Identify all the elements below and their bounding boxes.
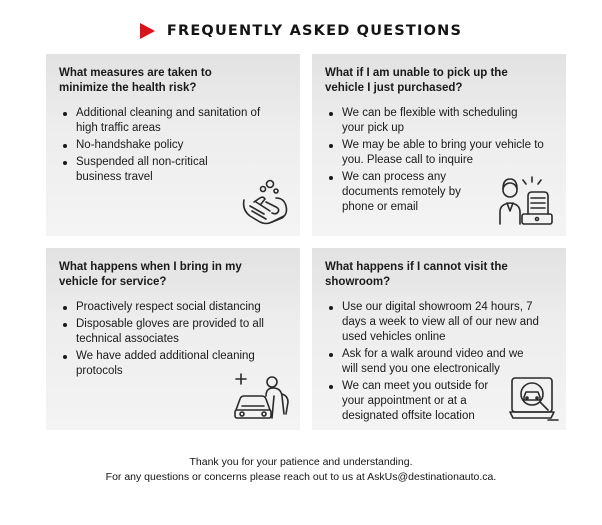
customer-service-icon bbox=[498, 172, 554, 228]
faq-answer: No-handshake policy bbox=[76, 138, 288, 153]
handwashing-icon bbox=[240, 178, 292, 228]
car-cleaning-icon bbox=[232, 372, 294, 422]
faq-answer: We can meet you outside for your appointment or at a designated offsite location bbox=[342, 379, 502, 424]
page-title: FREQUENTLY ASKED QUESTIONS bbox=[166, 23, 463, 39]
footer-thanks: Thank you for your patience and understanding. bbox=[189, 456, 413, 468]
faq-question: What if I am unable to pick up the vehicle I just purchased? bbox=[325, 67, 508, 94]
page-header bbox=[0, 20, 602, 42]
faq-answer: We have added additional cleaning protocols bbox=[76, 349, 276, 379]
faq-answer: We can process any documents remotely by phone or email bbox=[342, 170, 477, 215]
faq-answer-list bbox=[59, 106, 288, 185]
red-arrow-icon bbox=[140, 23, 155, 39]
faq-question: What measures are taken to minimize the health risk? bbox=[59, 67, 212, 94]
faq-answer: Proactively respect social distancing bbox=[76, 300, 291, 315]
faq-answer-list bbox=[59, 300, 288, 379]
faq-answer: Disposable gloves are provided to all technical associates bbox=[76, 317, 291, 347]
faq-question: What happens if I cannot visit the showroom? bbox=[325, 261, 508, 288]
faq-card-health-risk bbox=[46, 54, 300, 236]
faq-card-service bbox=[46, 248, 300, 430]
faq-answer: We may be able to bring your vehicle to you. Please call to inquire bbox=[342, 138, 557, 168]
footer-contact: For any questions or concerns please reach out to us at AskUs@destinationauto.ca. bbox=[105, 471, 497, 483]
faq-answer: Suspended all non-critical business travel bbox=[76, 155, 226, 185]
faq-card-showroom bbox=[312, 248, 566, 430]
faq-question: What happens when I bring in my vehicle for service? bbox=[59, 261, 242, 288]
faq-answer: Ask for a walk around video and we will send you one electronically bbox=[342, 347, 542, 377]
faq-answer: We can be flexible with scheduling your pick up bbox=[342, 106, 537, 136]
faq-card-pick-up bbox=[312, 54, 566, 236]
online-car-search-icon bbox=[508, 376, 560, 424]
faq-answer: Additional cleaning and sanitation of high traffic areas bbox=[76, 106, 266, 136]
faq-answer: Use our digital showroom 24 hours, 7 days a week to view all of our new and used vehicles online bbox=[342, 300, 542, 345]
